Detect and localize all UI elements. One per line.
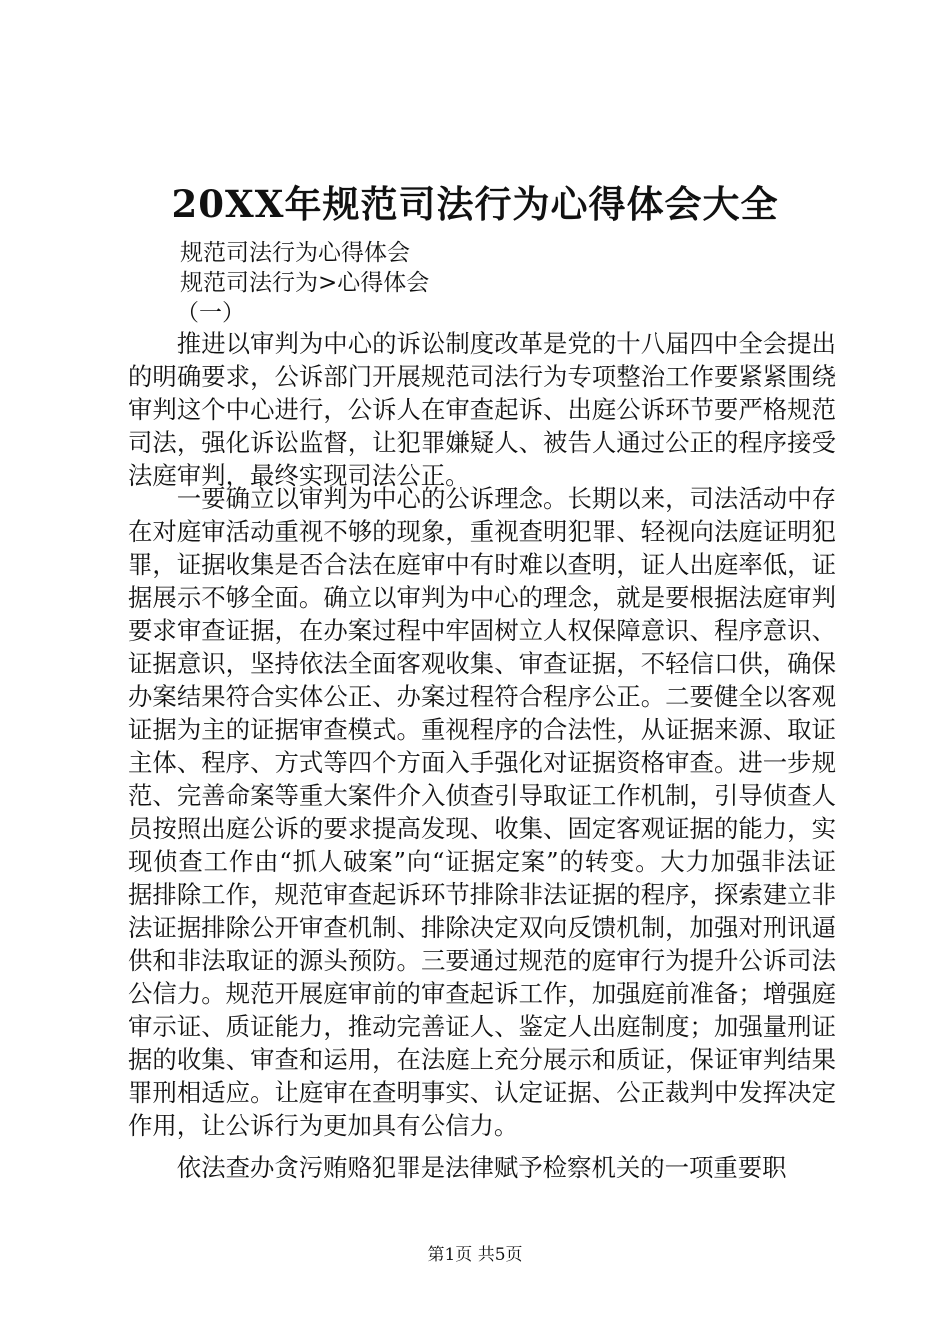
body-paragraph-2: 一要确立以审判为中心的公诉理念。长期以来，司法活动中存在对庭审活动重视不够的现象，重视查明犯罪、轻视向法庭证明犯罪，证据收集是否合法在庭审中有时难以查明，证人出庭率低，证据展示不够全面。确立以审判为中心的理念，就是要根据法庭审判要求审查证据，在办案过程中牢固树立人权保障意识、程序意识、证据意识，坚持依法全面客观收集、审查证据，不轻信口供，确保办案结果符合实体公正、办案过程符合程序公正。二要健全以客观证据为主的证据审查模式。重视程序的合法性，从证据来源、取证主体、程序、方式等四个方面入手强化对证据资格审查。进一步规范、完善命案等重大案件介入侦查引导取证工作机制，引导侦查人员按照出庭公诉的要求提高发现、收集、固定客观证据的能力，实现侦查工作由“抓人破案”向“证据定案”的转变。大力加强非法证据排除工作，规范审查起诉环节排除非法证据的程序，探索建立非法证据排除公开审查机制、排除决定双向反馈机制，加强对刑讯逼供和非法取证的源头预防。三要通过规范的庭审行为提升公诉司法公信力。规范开展庭审前的审查起诉工作，加强庭前准备；增强庭审示证、质证能力，推动完善证人、鉴定人出庭制度；加强量刑证据的收集、审查和运用，在法庭上充分展示和质证，保证审判结果罪刑相适应。让庭审在查明事实、认定证据、公正裁判中发挥决定作用，让公诉行为更加具有公信力。 bbox=[128, 484, 836, 1140]
subtitle-line-1: 规范司法行为心得体会 bbox=[180, 240, 410, 266]
document-title: 20XX年规范司法行为心得体会大全 bbox=[171, 182, 779, 226]
body-paragraph-1: 推进以审判为中心的诉讼制度改革是党的十八届四中全会提出的明确要求，公诉部门开展规范司法行为专项整治工作要紧紧围绕审判这个中心进行，公诉人在审查起诉、出庭公诉环节要严格规范司法，强化诉讼监督，让犯罪嫌疑人、被告人通过公正的程序接受法庭审判，最终实现司法公正。 bbox=[128, 329, 836, 490]
section-marker: （一） bbox=[176, 300, 245, 326]
body-paragraph-3: 依法查办贪污贿赂犯罪是法律赋予检察机关的一项重要职 bbox=[176, 1153, 787, 1182]
page-footer: 第1页 共5页 bbox=[427, 1245, 523, 1265]
subtitle-line-2: 规范司法行为>心得体会 bbox=[180, 270, 430, 296]
